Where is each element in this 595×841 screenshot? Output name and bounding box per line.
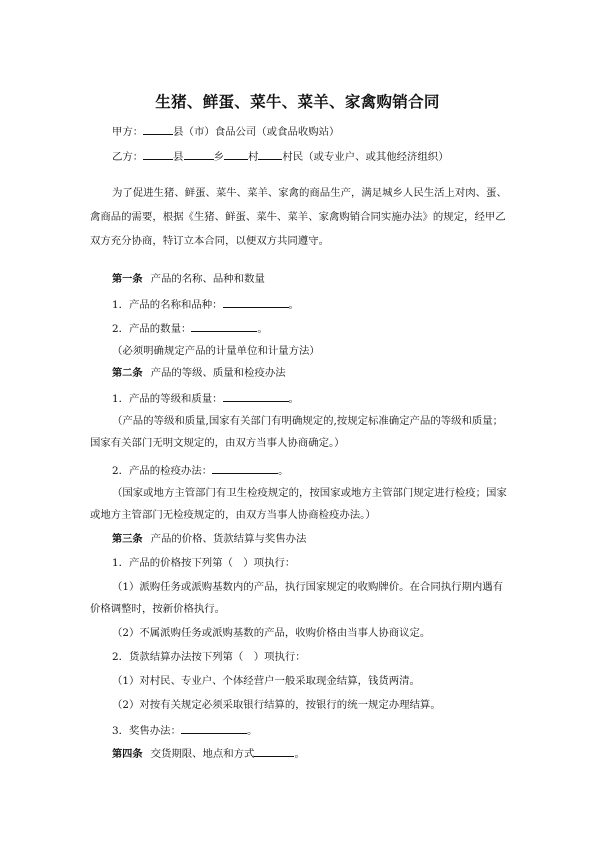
end-mark: 。: [246, 725, 258, 737]
preamble-line-3: 双方充分协商，特订立本合同，以便双方共同遵守。: [90, 235, 329, 247]
article-3-heading: [112, 532, 306, 547]
article-2-item-2: [112, 462, 289, 478]
article-3-sub-1-line-2: 价格调整时，按新价格执行。: [90, 603, 226, 615]
bonus-blank: [181, 722, 247, 734]
article-1-item-2-text: 2．产品的数量：: [112, 323, 192, 335]
end-mark: 。: [278, 465, 289, 477]
article-3-sub-4: （2）对按有关规定必须采取银行结算的，按银行的统一规定办理结算。: [112, 699, 441, 711]
delivery-blank: [254, 745, 294, 757]
article-4-heading: [112, 745, 305, 762]
preamble-line-2: 禽商品的需要，根据《生猪、鲜蛋、菜牛、菜羊、家禽购销合同实施办法》的规定，经甲乙: [90, 211, 506, 223]
party-b-township-blank: [184, 148, 214, 160]
article-2-number: 第二条: [112, 368, 143, 379]
product-quantity-blank: [191, 320, 257, 332]
party-a-county-blank: [143, 123, 173, 135]
article-1-item-2: [112, 320, 268, 336]
party-b-township: 乡: [213, 151, 224, 163]
party-b-villager-blank: [258, 148, 282, 160]
article-1-note: （必须明确规定产品的计量单位和计量方法）: [112, 345, 320, 357]
preamble-line-1: 为了促进生猪、鲜蛋、菜牛、菜羊、家禽的商品生产，满足城乡人民生活上对肉、蛋、: [112, 187, 507, 199]
party-b-rest: 村民（或专业户、或其他经济组织）: [282, 151, 449, 163]
party-b-label: 乙方：: [112, 151, 144, 163]
party-b-village: 村: [247, 151, 259, 163]
article-2-note-2-line-1: （国家或地方主管部门有卫生检疫规定的，按国家或地方主管部门规定进行检疫；国家: [112, 487, 507, 499]
party-b-village-blank: [224, 148, 248, 160]
end-mark: 。: [288, 393, 299, 405]
article-3-item-2: 2．货款结算办法按下列第（ ）项执行：: [112, 651, 306, 663]
product-grade-blank: [223, 390, 289, 402]
party-b-county: 县: [173, 151, 184, 163]
article-2-item-1-text: 1．产品的等级和质量：: [112, 393, 223, 405]
article-2-note-1-line-2: 国家有关部门无明文规定的，由双方当事人协商确定。）: [90, 437, 345, 449]
article-3-title: 产品的价格、货款结算与奖售办法: [150, 533, 307, 545]
party-a-text: 县（市）食品公司（或食品收购站）: [173, 126, 340, 138]
end-mark: 。: [288, 299, 299, 311]
article-1-item-1-text: 1．产品的名称和品种：: [112, 299, 223, 311]
article-2-item-1: [112, 390, 299, 406]
party-b-county-blank: [143, 148, 173, 160]
article-2-item-2-text: 2．产品的检疫办法：: [112, 465, 213, 477]
end-mark: 。: [257, 323, 268, 335]
article-3-sub-3: （1）对村民、专业户、个体经营户一般采取现金结算，钱货两清。: [112, 675, 420, 687]
article-3-sub-1-line-1: （1）派购任务或派购基数内的产品，执行国家规定的收购牌价。在合同执行期内遇有: [112, 581, 504, 593]
article-3-item-1: 1．产品的价格按下列第（ ）项执行：: [112, 557, 296, 569]
article-2-note-1-line-1: （产品的等级和质量,国家有关部门有明确规定的,按规定标准确定产品的等级和质量；: [112, 415, 504, 427]
article-3-number: 第三条: [112, 534, 143, 545]
article-1-heading: [112, 272, 265, 287]
article-3-item-3: [112, 722, 257, 738]
article-4-title: 交货期限、地点和方式: [150, 748, 255, 760]
article-1-item-1: [112, 296, 299, 312]
article-4-number: 第四条: [112, 749, 143, 760]
article-2-note-2-line-2: 或地方主管部门无检疫规定的，由双方当事人协商检疫办法。）: [90, 509, 376, 521]
end-mark: 。: [294, 748, 305, 760]
party-a-label: 甲方：: [112, 126, 144, 138]
article-1-number: 第一条: [112, 274, 143, 285]
article-2-title: 产品的等级、质量和检疫办法: [150, 367, 286, 379]
product-name-blank: [223, 296, 289, 308]
article-2-heading: [112, 366, 286, 381]
article-3-item-3-text: 3．奖售办法：: [112, 725, 181, 737]
article-1-title: 产品的名称、品种和数量: [150, 273, 265, 285]
party-b-line: [112, 148, 449, 164]
article-3-sub-2: （2）不属派购任务或派购基数的产品，收购价格由当事人协商议定。: [112, 627, 431, 639]
party-a-line: [112, 123, 339, 139]
contract-title: 生猪、鲜蛋、菜牛、菜羊、家禽购销合同: [155, 93, 440, 111]
quarantine-blank: [212, 462, 278, 474]
